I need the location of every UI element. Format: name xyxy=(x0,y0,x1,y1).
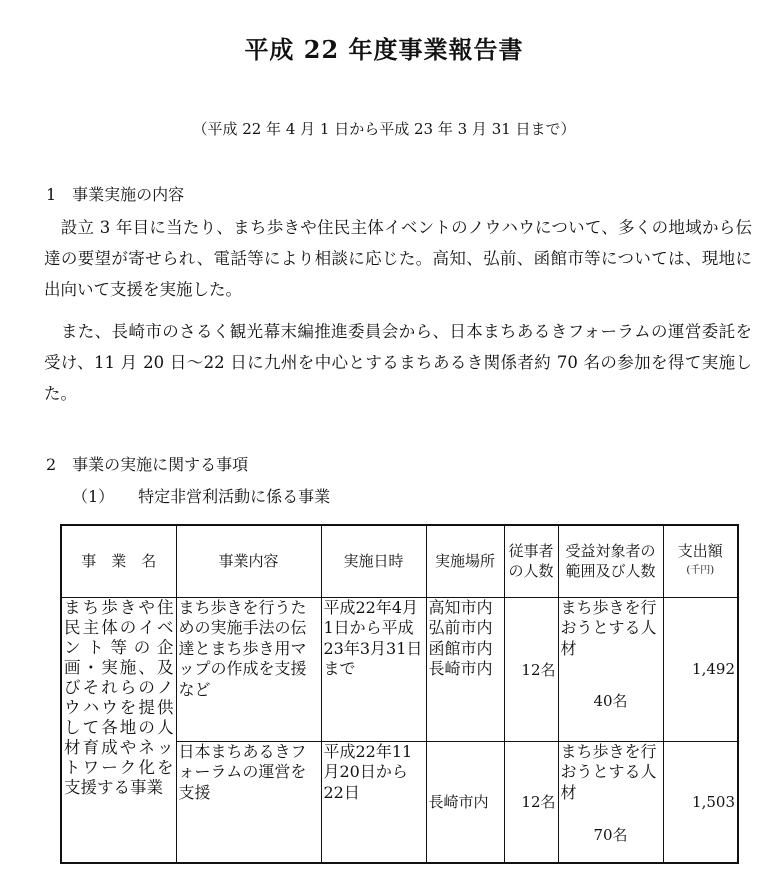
row1-content: まち歩きを行うための実施手法の伝達とまち歩き用マップの作成を支援など xyxy=(176,597,321,741)
header-business-name: 事 業 名 xyxy=(61,525,176,597)
report-period: （平成 22 年 4 月 1 日から平成 23 年 3 月 31 日まで） xyxy=(192,120,576,138)
row1-staff: 12名 xyxy=(504,597,558,741)
header-expense-unit: (千円) xyxy=(686,565,715,577)
row2-target-desc: まち歩きを行おうとする人材 xyxy=(560,741,657,802)
row2-staff: 12名 xyxy=(504,741,558,863)
header-expense xyxy=(663,525,738,597)
row1-target xyxy=(558,597,663,741)
row1-target-desc: まち歩きを行おうとする人材 xyxy=(560,597,657,658)
row2-expense: 1,503 xyxy=(663,741,738,863)
header-target: 受益対象者の範囲及び人数 xyxy=(558,525,663,597)
table-header-row xyxy=(61,525,738,597)
header-content: 事業内容 xyxy=(176,525,321,597)
row1-target-count: 40名 xyxy=(593,692,628,710)
section1-paragraph-2: また、長崎市のさるく観光幕末編推進委員会から、日本まちあるきフォーラムの運営委託を受け、11 月 20 日～22 日に九州を中心とするまちあるき関係者約 70 名の参加を得て実施した。 xyxy=(44,322,752,403)
section2-subheading: （1） 特定非営利活動に係る事業 xyxy=(72,487,331,506)
header-staff: 従事者の人数 xyxy=(504,525,558,597)
row2-place: 長崎市内 xyxy=(426,741,504,863)
header-expense-label: 支出額 xyxy=(677,542,723,561)
business-table xyxy=(60,524,739,864)
row2-content: 日本まちあるきフォーラムの運営を支援 xyxy=(176,741,321,863)
row1-place: 高知市内 弘前市内 函館市内 長崎市内 xyxy=(426,597,504,741)
row1-date: 平成22年4月1日から平成23年3月31日まで xyxy=(321,597,426,741)
row1-expense: 1,492 xyxy=(663,597,738,741)
row2-target xyxy=(558,741,663,863)
section1-heading: 1 事業実施の内容 xyxy=(46,185,185,204)
report-title: 平成 22 年度事業報告書 xyxy=(244,35,524,64)
business-name-cell: まち歩きや住民主体のイベント等の企画・実施、及びそれらのノウハウを提供して各地の人材育成やネットワーク化を支援する事業 xyxy=(61,597,176,863)
header-place: 実施場所 xyxy=(426,525,504,597)
section1-paragraph-1: 設立 3 年目に当たり、まち歩きや住民主体イベントのノウハウについて、多くの地域から伝達の要望が寄せられ、電話等により相談に応じた。高知、弘前、函館市等については、現地に出向いて支援を実施した。 xyxy=(44,218,752,299)
section2-heading: 2 事業の実施に関する事項 xyxy=(46,455,249,474)
table-row xyxy=(61,597,738,741)
header-date: 実施日時 xyxy=(321,525,426,597)
row2-date: 平成22年11月20日から22日 xyxy=(321,741,426,863)
row2-target-count: 70名 xyxy=(593,826,628,844)
